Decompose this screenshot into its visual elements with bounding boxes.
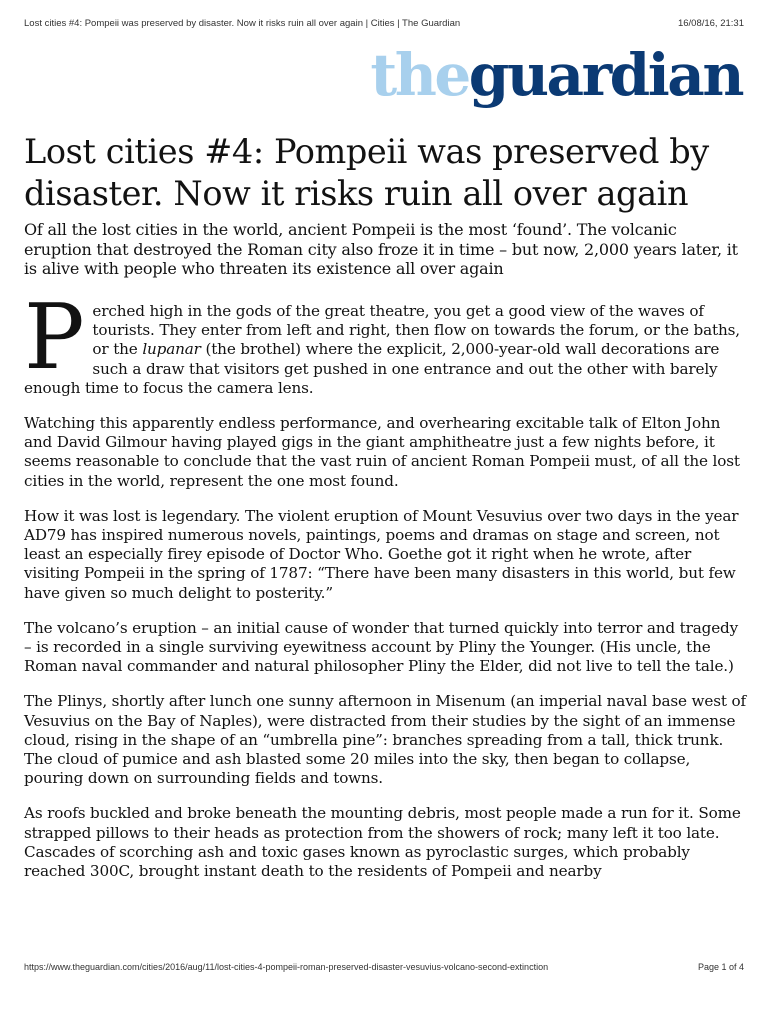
paragraph-2: Watching this apparently endless performance, and overhearing excitable talk of Elton John and David Gilmour having played gigs in the giant amphitheatre just a few nights before, it seems reasonable to conclude that the vast ruin of ancient Roman Pompeii must, of all the lost cities in the world, represent the one most found.: [24, 414, 740, 490]
print-header: [24, 18, 744, 29]
paragraph-1-text-b: (the brothel) where the explicit, 2,000-year-old wall decorations are such a draw that visitors get pushed in one entrance and out the other with barely enough time to focus the camera lens.: [24, 340, 720, 397]
print-page-title: Lost cities #4: Pompeii was preserved by disaster. Now it risks ruin all over again | Cities | The Guardian: [24, 18, 461, 29]
logo-guardian: guardian: [468, 41, 742, 109]
print-page-number: Page 1 of 4: [697, 962, 744, 972]
print-url[interactable]: https://www.theguardian.com/cities/2016/aug/11/lost-cities-4-pompeii-roman-preserved-disaster-vesuvius-volcano-second-extinction: [24, 962, 549, 972]
paragraph-1-italic: lupanar: [142, 340, 201, 359]
print-datetime: 16/08/16, 21:31: [677, 18, 744, 29]
article-standfirst: Of all the lost cities in the world, ancient Pompeii is the most ‘found’. The volcanic eruption that destroyed the Roman city also froze it in time – but now, 2,000 years later, it is alive with people who threaten its existence all over again: [24, 220, 738, 278]
paragraph-6: As roofs buckled and broke beneath the mounting debris, most people made a run for it. Some strapped pillows to their heads as protection from the showers of rock; many left it too late. Cascades of scorching ash and toxic gases known as pyroclastic surges, which probably reached 300C, brought instant death to the residents of Pompeii and nearby: [24, 804, 741, 881]
article-body: [24, 285, 748, 897]
article-headline: Lost cities #4: Pompeii was preserved by disaster. Now it risks ruin all over again: [24, 132, 709, 213]
paragraph-1: [24, 285, 748, 398]
paragraph-5: The Plinys, shortly after lunch one sunny afternoon in Misenum (an imperial naval base west of Vesuvius on the Bay of Naples), were distracted from their studies by the sight of an immense cloud, rising in the shape of an “umbrella pine”: branches spreading from a tall, thick trunk. The cloud of pumice and ash blasted some 20 miles into the sky, then began to collapse, pouring down on surrounding fields and towns.: [24, 692, 746, 788]
drop-cap: P: [24, 285, 85, 390]
paragraph-3: How it was lost is legendary. The violent eruption of Mount Vesuvius over two days in the year AD79 has inspired numerous novels, paintings, poems and dramas on stage and screen, not least an especially firey episode of Doctor Who. Goethe got it right when he wrote, after visiting Pompeii in the spring of 1787: “There have been many disasters in this world, but few have given so much delight to posterity.”: [24, 506, 739, 602]
paragraph-1-text-a: erched high in the gods of the great theatre, you get a good view of the waves of tourists. They enter from left and right, then flow on towards the forum, or the baths, or the: [92, 302, 740, 359]
logo-the: the: [370, 41, 469, 109]
guardian-logo[interactable]: [370, 41, 742, 109]
print-footer: [24, 962, 744, 972]
paragraph-4: The volcano’s eruption – an initial cause of wonder that turned quickly into terror and tragedy – is recorded in a single surviving eyewitness account by Pliny the Younger. (His uncle, the Roman naval commander and natural philosopher Pliny the Elder, did not live to tell the tale.): [24, 618, 739, 676]
